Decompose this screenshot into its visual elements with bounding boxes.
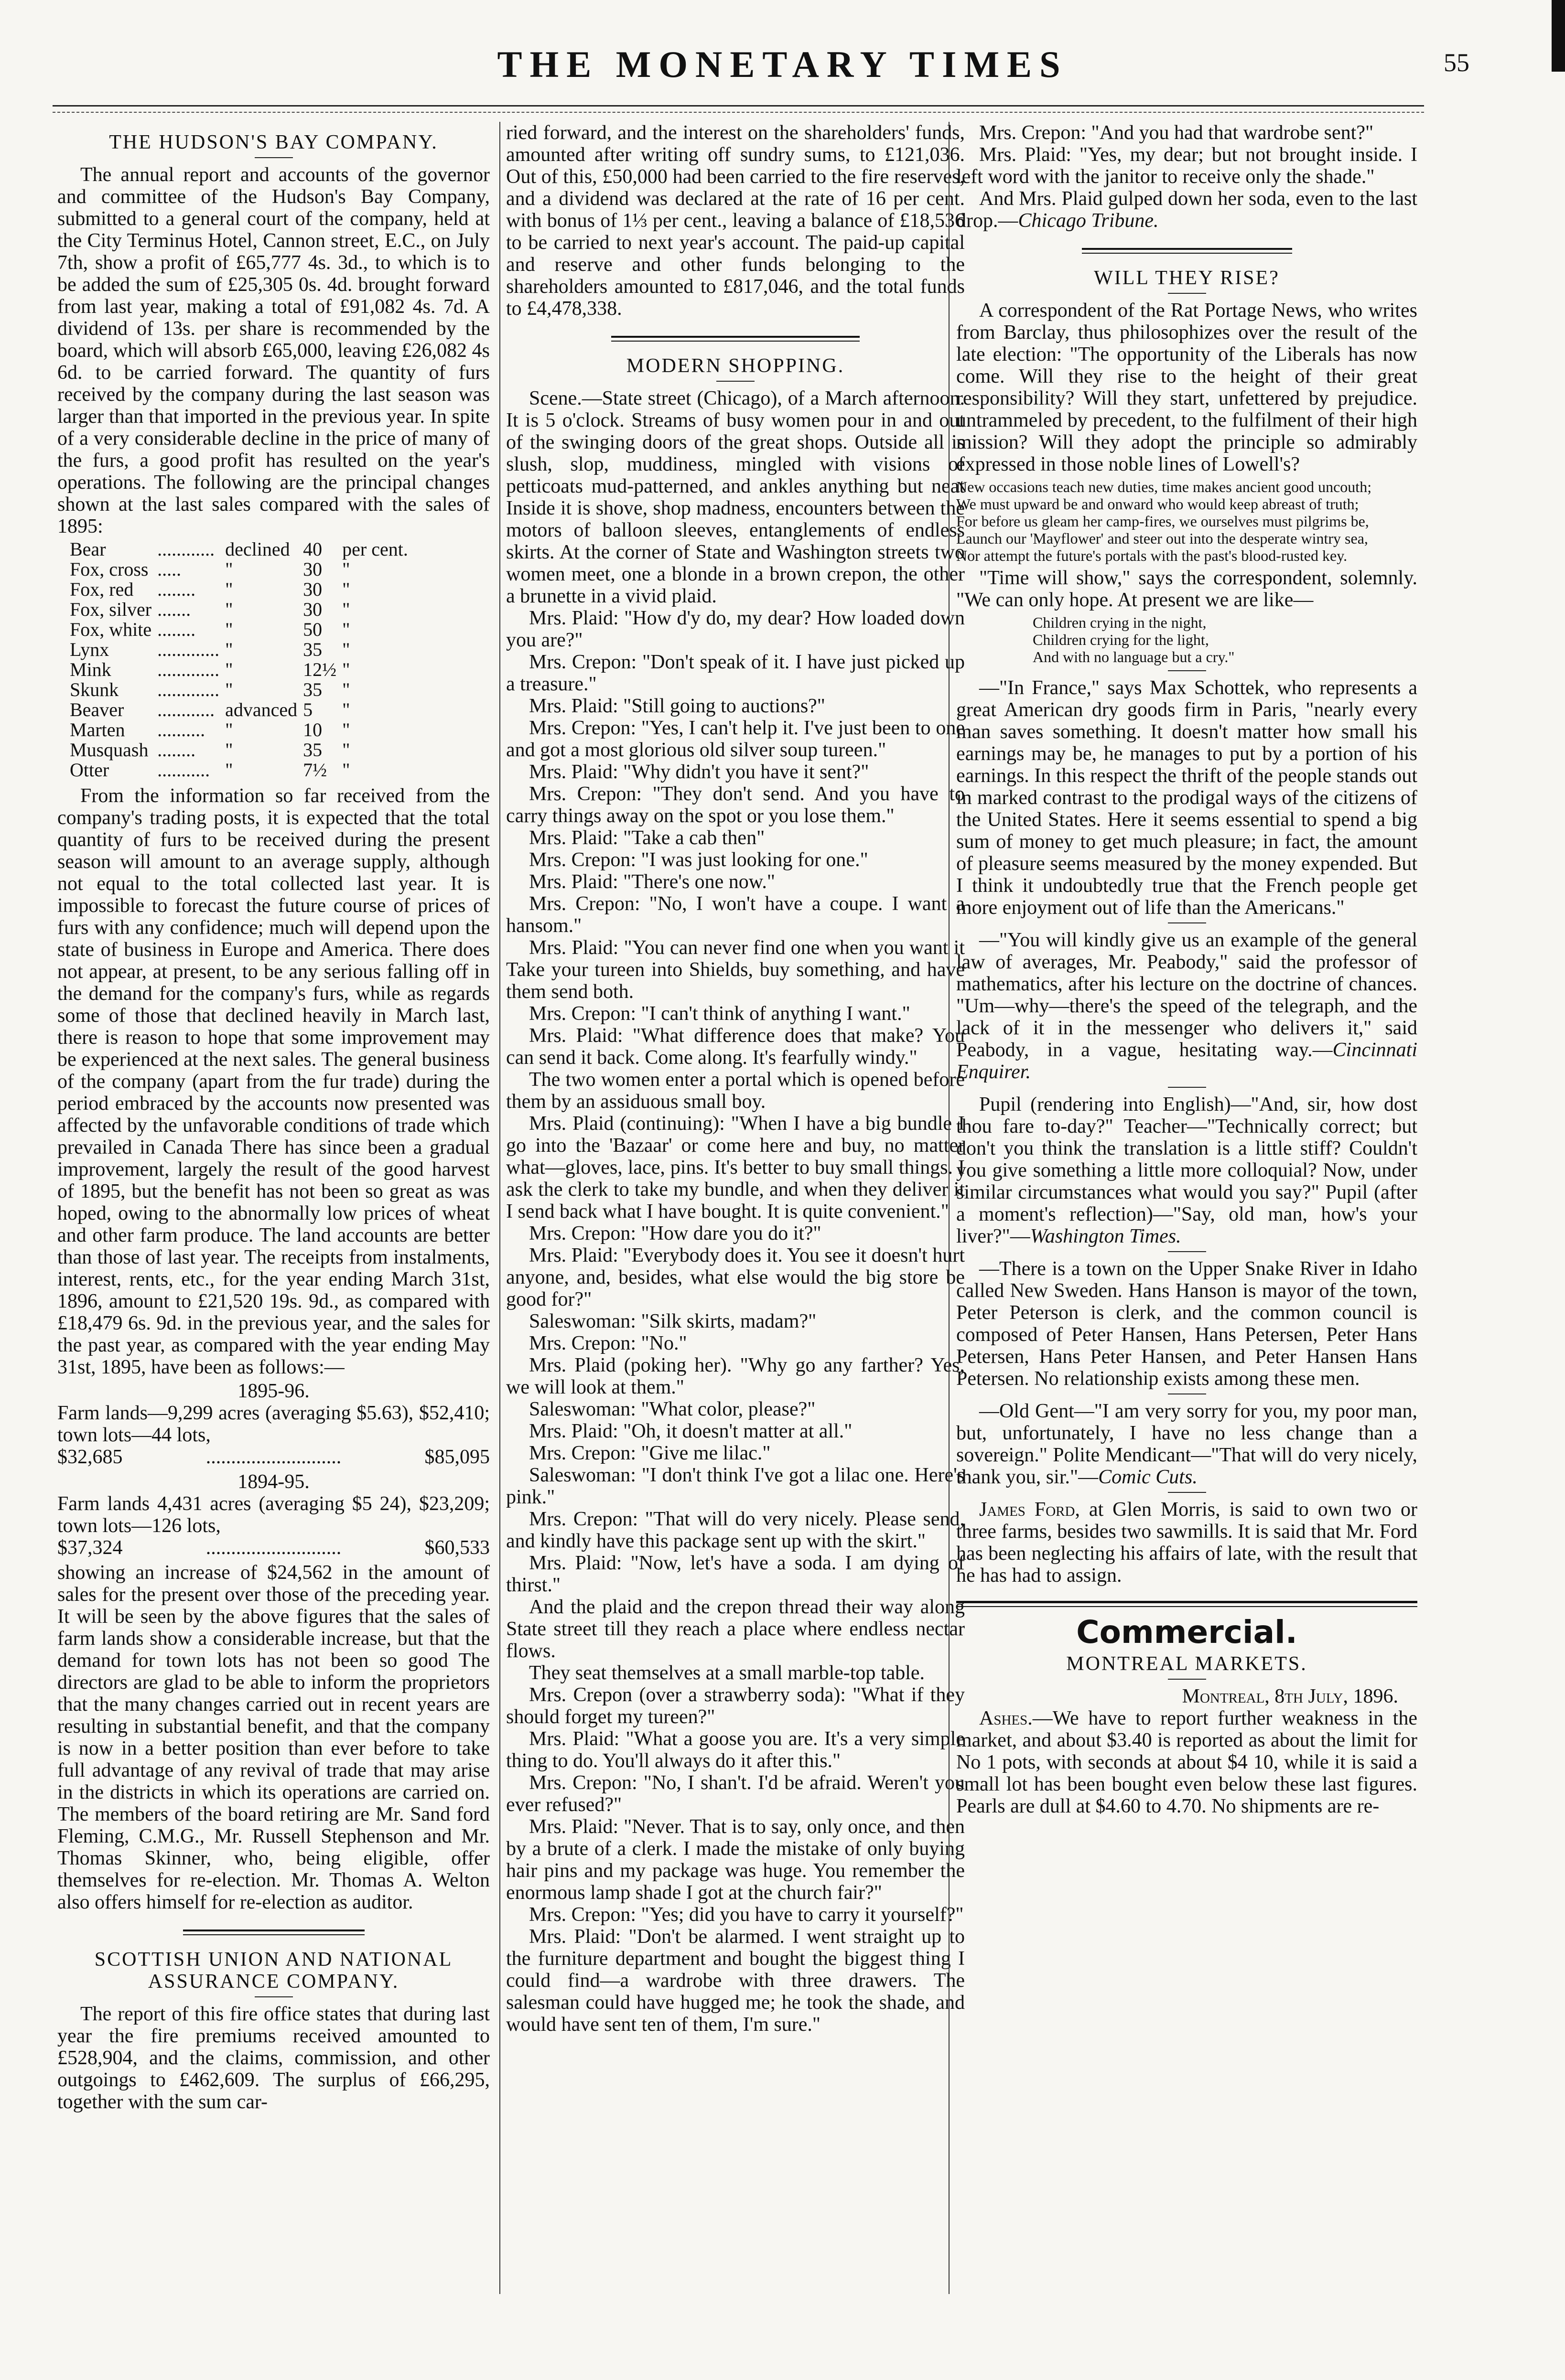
price-change: " — [225, 619, 233, 640]
percent-unit: " — [342, 719, 350, 740]
fur-prices-table — [67, 539, 411, 780]
percent-unit: " — [342, 639, 350, 660]
verse-line: Nor attempt the future's portals with the past's blood-rusted key. — [956, 547, 1348, 564]
percent-unit: " — [342, 739, 350, 761]
percent-unit: per cent. — [342, 538, 408, 560]
fur-name: Fox, silver — [70, 599, 152, 620]
fur-row — [67, 700, 411, 720]
fur-row — [67, 640, 411, 660]
source-credit: Comic Cuts. — [1098, 1466, 1198, 1488]
fur-row — [67, 539, 411, 559]
paragraph: From the information so far received from the company's trading posts, it is expected that the total quantity of furs to be received during the present season will amount to an average supply, although not equal to the total collected last year. It is impossible to forecast the future course of prices of furs with any confidence; much will depend upon the state of business in Europe and America. There does not appear, at present, to be any serious falling off in the demand for the company's furs, while as regards some of those that declined heavily in March last, there is reason to hope that some improvement may be experienced at the next sales. The general business of the company (apart from the fur trade) during the period embraced by the accounts now presented was affected by the unfavorable conditions of trade which prevailed in Canada There has since been a gradual improvement, largely the result of the good harvest of 1895, but the benefit has not been so great as was hoped, owing to the abnormally low prices of wheat and other farm produce. The land accounts are better than those of last year. The receipts from instalments, interest, rents, etc., for the year ending March 31st, 1896, amount to £21,520 19s. 9d., as compared with £18,479 6s. 9d. in the previous year, and the sales for the past year, as compared with the year ending May 31st, 1895, have been as follows:— — [57, 785, 490, 1378]
column-1 — [57, 122, 490, 2294]
percent-value: 35 — [303, 679, 323, 700]
percent-value: 35 — [303, 739, 323, 761]
section-title-commercial: Commercial. — [1076, 1614, 1297, 1651]
paragraph: Mrs. Crepon: "Don't speak of it. I have just picked up a treasure." — [506, 651, 965, 695]
paragraph: Mrs. Plaid: "Now, let's have a soda. I am dying of thirst." — [506, 1552, 965, 1596]
percent-unit: " — [342, 659, 350, 680]
leader-dots: ............. — [157, 639, 220, 660]
price-change: declined — [225, 538, 290, 560]
sales-line: Farm lands 4,431 acres (averaging $5 24), $23,209; town lots—126 lots, — [57, 1493, 490, 1537]
paragraph: A correspondent of the Rat Portage News, who writes from Barclay, thus philosophizes over the result of the late election: "The opportunity of the Liberals has now come. Will they rise to the height of their great responsibility? Will they start, unfettered by prejudice. untrammeled by precedent, to the fulfilment of their high mission? Will they adopt the principle so admirably expressed in those noble lines of Lowell's? — [956, 300, 1417, 475]
year-heading: 1894-95. — [237, 1471, 310, 1493]
leader-dots: ............ — [157, 699, 215, 720]
percent-value: 50 — [303, 619, 323, 640]
paragraph: Mrs. Crepon: "I can't think of anything I want." — [529, 1003, 910, 1025]
percent-unit: " — [342, 699, 350, 720]
paragraph: —"In France," says Max Schottek, who represents a great American dry goods firm in Paris, "nearly every man saves something. It doesn't matter how small his earnings may be, he manages to put by a portion of his earnings. In this respect the thrift of the people stands out in marked contrast to the prodigal ways of the citizens of the United States. Here it seems essential to spend a big sum of money to get much pleasure; in fact, the amount of pleasure seems measured by the money expended. But I think it undoubtedly true that the French people get more enjoyment out of life than the Americans." — [956, 677, 1417, 919]
header-rule — [53, 105, 1424, 107]
percent-unit: " — [342, 619, 350, 640]
land-sales-1895-96 — [57, 1380, 490, 1468]
price-change: " — [225, 739, 233, 761]
paragraph: Mrs. Crepon: "Give me lilac." — [529, 1442, 771, 1464]
poem-line: Children crying for the light, — [1033, 631, 1209, 648]
fur-name: Fox, white — [70, 619, 152, 640]
verse-line: For before us gleam her camp-fires, we ourselves must pilgrims be, — [956, 513, 1369, 530]
price-change: " — [225, 719, 233, 740]
paragraph-text: —"You will kindly give us an example of the general law of averages, Mr. Peabody," said the professor of mathematics, after his lecture on the doctrine of chances. "Um—why—there's the speed of the telegraph, and the lack of it in the messenger who delivers it," said Peabody, in a vague, hesitating way.— — [956, 929, 1417, 1061]
paragraph: Mrs. Plaid: "What a goose you are. It's a very simple thing to do. You'll always do it after this." — [506, 1728, 965, 1772]
fur-name: Otter — [70, 759, 109, 781]
fur-row — [67, 559, 411, 579]
paragraph: ried forward, and the interest on the shareholders' funds, amounted after writing off sundry sums, to £121,036. Out of this, £50,000 had been carried to the fire reserves, and a dividend was declared at the rate of 16 per cent. with bonus of 1⅓ per cent., leaving a balance of £18,536 to be carried to next year's account. The paid-up capital and reserve and other funds belonging to the shareholders amounted to £817,046, and the total funds to £4,478,338. — [506, 122, 965, 320]
paragraph: Saleswoman: "I don't think I've got a lilac one. Here's pink." — [506, 1464, 965, 1508]
source-credit: Chicago Tribune. — [1018, 210, 1159, 232]
column-2 — [499, 122, 965, 2294]
article-title-will-they-rise: WILL THEY RISE? — [1094, 267, 1280, 289]
paragraph: Mrs. Plaid: "Oh, it doesn't matter at all." — [529, 1420, 853, 1442]
leader-dots: ........ — [157, 739, 196, 761]
paragraph — [956, 929, 1417, 1083]
paragraph: Mrs. Plaid: "Everybody does it. You see it doesn't hurt anyone, and, besides, what else would the big store be good for?" — [506, 1244, 965, 1310]
percent-unit: " — [342, 558, 350, 580]
paragraph: They seat themselves at a small marble-top table. — [529, 1662, 925, 1684]
paragraph: Mrs. Crepon (over a strawberry soda): "What if they should forget my tureen?" — [506, 1684, 965, 1728]
article-title-montreal-markets: MONTREAL MARKETS. — [1066, 1653, 1307, 1675]
leader-dots: ........... — [157, 759, 210, 781]
paragraph — [956, 1707, 1417, 1817]
fur-name: Beaver — [70, 699, 124, 720]
fur-row — [67, 620, 411, 640]
poem-line: Children crying in the night, — [1033, 614, 1207, 631]
paragraph: showing an increase of $24,562 in the amount of sales for the present over those of the preceding year. It will be seen by the above figures that the sales of farm lands show a considerable increase, but that the demand for town lots has not been so good The directors are glad to be able to inform the proprietors that the many changes carried out in recent years are resulting in substantial benefit, and that the company is now in a better position than ever before to take full advantage of any revival of trade that may arise in the districts in which its operations are carried on. The members of the board retiring are Mr. Sand ford Fleming, C.M.G., Mr. Russell Stephenson and Mr. Thomas Skinner, who, being eligible, offer themselves for re-election. Mr. Thomas A. Welton also offers himself for re-election as auditor. — [57, 1562, 490, 1913]
percent-unit: " — [342, 759, 350, 781]
paragraph: Mrs. Plaid: "Yes, my dear; but not brought inside. I left word with the janitor to receive only the shade." — [956, 144, 1417, 188]
paragraph: Mrs. Plaid: "Don't be alarmed. I went straight up to the furniture department and bought the biggest thing I could find—a wardrobe with three drawers. The salesman could have hugged me; he took the shade, and would have sent ten of them, I'm sure." — [506, 1926, 965, 2036]
dateline: Montreal, 8th July, 1896. — [1182, 1685, 1398, 1707]
article-title-scottish-union: SCOTTISH UNION AND NATIONAL ASSURANCE COMPANY. — [94, 1949, 453, 1993]
paragraph-text: Pupil (rendering into English)—"And, sir, how dost thou fare to-day?" Teacher—"Technically correct; but don't you think the translation is a little stiff? Couldn't you give something a little more colloquial? Now, under similar circumstances what would you say?" Pupil (after a moment's reflection)—"Say, old man, how's your liver?"— — [956, 1094, 1417, 1247]
verse-line: New occasions teach new duties, time makes ancient good uncouth; — [956, 478, 1372, 495]
paragraph — [956, 1499, 1417, 1587]
paragraph: —There is a town on the Upper Snake River in Idaho called New Sweden. Hans Hanson is mayor of the town, Peter Peterson is clerk, and the common council is composed of Peter Hansen, Hans Petersen, Peter Hans Petersen, Hans Peter Hansen, and Peter Hansen Hans Petersen. No relationship exists among these men. — [956, 1258, 1417, 1390]
fur-name: Skunk — [70, 679, 119, 700]
paragraph: "Time will show," says the correspondent, solemnly. "We can only hope. At present we are like— — [956, 567, 1417, 611]
paragraph-text: at Glen Morris, is said to own two or three farms, besides two sawmills. It is said that Mr. Ford has been neglecting his affairs of late, with the result that he has had to assign. — [956, 1499, 1417, 1587]
fur-row — [67, 740, 411, 760]
fur-row — [67, 600, 411, 620]
price-change: " — [225, 579, 233, 600]
paragraph: The report of this fire office states that during last year the fire premiums received amounted to £528,904, and the claims, commission, and other outgoings to £462,609. The surplus of £66,295, together with the sum car- — [57, 2003, 490, 2113]
sales-total-row — [57, 1537, 490, 1559]
section-rule — [611, 336, 860, 342]
percent-value: 30 — [303, 579, 323, 600]
leader-dots: ............. — [157, 679, 220, 700]
column-3 — [949, 122, 1417, 2294]
masthead: THE MONETARY TIMES — [497, 43, 1068, 85]
paragraph-text: And Mrs. Plaid gulped down her soda, even to the last drop.— — [956, 188, 1417, 232]
paragraph: Mrs. Plaid (continuing): "When I have a big bundle I go into the 'Bazaar' or come here and buy, no matter what—gloves, lace, pins. It's better to buy small things. I ask the clerk to take my bundle, and when they deliver it I send back what I have bought. It is quite convenient." — [506, 1113, 965, 1222]
paragraph: Mrs. Plaid: "How d'y do, my dear? How loaded down you are?" — [506, 607, 965, 651]
leader-dots: ............. — [157, 659, 220, 680]
paragraph: Mrs. Plaid: "What difference does that make? You can send it back. Come along. It's fearfully windy." — [506, 1025, 965, 1069]
sales-amount: $37,324 — [57, 1537, 123, 1559]
divider — [1168, 1251, 1206, 1252]
price-change: " — [225, 679, 233, 700]
paragraph: Mrs. Plaid: "You can never find one when you want it Take your tureen into Shields, buy something, and have them send both. — [506, 937, 965, 1003]
sales-total: $60,533 — [424, 1537, 490, 1559]
price-change: " — [225, 759, 233, 781]
source-credit: Cincinnati Enquirer. — [956, 1039, 1417, 1083]
percent-value: 40 — [303, 538, 323, 560]
section-rule — [956, 1601, 1417, 1607]
poem-quote — [1033, 614, 1417, 665]
percent-value: 35 — [303, 639, 323, 660]
divider — [716, 381, 755, 382]
leader-dots: ............ — [157, 538, 215, 560]
paragraph: The two women enter a portal which is opened before them by an assiduous small boy. — [506, 1069, 965, 1113]
paragraph — [956, 188, 1417, 232]
percent-unit: " — [342, 579, 350, 600]
paragraph: And the plaid and the crepon thread their way along State street till they reach a place where endless nectar flows. — [506, 1596, 965, 1662]
poem-line: And with no language but a cry." — [1033, 648, 1235, 665]
fur-row — [67, 720, 411, 740]
verse-line: We must upward be and onward who would keep abreast of truth; — [956, 495, 1359, 513]
paragraph: Scene.—State street (Chicago), of a March afternoon. It is 5 o'clock. Streams of busy women pour in and out of the swinging doors of the great shops. Outside all is slush, slop, muddiness, mingled with visions of petticoats mud-patterned, and ankles anything but neat Inside it is shove, shop madness, encounters between the motors of balloon sleeves, entanglements of endless skirts. At the corner of State and Washington streets two women meet, one a blonde in a brown crepon, the other a brunette in a vivid plaid. — [506, 387, 965, 607]
section-rule — [183, 1930, 365, 1935]
divider — [1168, 670, 1206, 671]
modern-shopping-body — [506, 387, 965, 2036]
fur-name: Fox, red — [70, 579, 134, 600]
leader-dots: ..... — [157, 558, 182, 580]
fur-name: Marten — [70, 719, 125, 740]
price-change: " — [225, 659, 233, 680]
section-rule — [1082, 248, 1292, 254]
leader-dots: ........................... — [205, 1446, 342, 1468]
paragraph — [956, 1400, 1417, 1488]
article-title-modern-shopping: MODERN SHOPPING. — [626, 355, 845, 377]
sales-total: $85,095 — [424, 1446, 490, 1468]
sales-amount: $32,685 — [57, 1446, 123, 1468]
paragraph: Mrs. Plaid: "Take a cab then" — [529, 827, 765, 849]
lowell-verse — [956, 478, 1417, 564]
percent-value: 7½ — [303, 759, 327, 781]
source-credit: Washington Times. — [1030, 1225, 1181, 1247]
paragraph: Mrs. Crepon: "How dare you do it?" — [529, 1222, 821, 1244]
market-lead: Ashes. — [979, 1707, 1033, 1729]
fur-row — [67, 680, 411, 700]
divider — [1168, 1492, 1206, 1493]
paragraph: Saleswoman: "What color, please?" — [529, 1398, 816, 1420]
price-change: advanced — [225, 699, 298, 720]
divider — [255, 157, 293, 158]
paragraph: Mrs. Plaid: "There's one now." — [529, 871, 776, 893]
paragraph: The annual report and accounts of the governor and committee of the Hudson's Bay Company, submitted to a general court of the company, held at the City Terminus Hotel, Cannon street, E.C., on July 7th, show a profit of £65,777 4s. 3d., to which is to be added the sum of £25,305 0s. 4d. brought forward from last year, making a total of £91,082 4s. 7d. A dividend of 13s. per share is recommended by the board, which will absorb £65,000, leaving £26,082 4s 6d. to be carried forward. The quantity of furs received by the company during the last season was larger than that imported in the previous year. In spite of a very considerable decline in the price of many of the furs, a good profit has resulted on the year's operations. The following are the principal changes shown at the last sales compared with the sales of 1895: — [57, 164, 490, 537]
percent-unit: " — [342, 599, 350, 620]
percent-value: 5 — [303, 699, 313, 720]
percent-value: 12½ — [303, 659, 337, 680]
price-change: " — [225, 558, 233, 580]
percent-value: 30 — [303, 558, 323, 580]
verse-line: Launch our 'Mayflower' and steer out into the desperate wintry sea, — [956, 530, 1368, 547]
leader-dots: ........ — [157, 619, 196, 640]
page-number: 55 — [1444, 48, 1469, 77]
paragraph: Saleswoman: "Silk skirts, madam?" — [529, 1310, 817, 1332]
leader-dots: .......... — [157, 719, 205, 740]
paragraph-text: —We have to report further weakness in the market, and about $3.40 is reported as about the limit for No 1 pots, with seconds at about $4 10, while it is said a small lot has been bought even below these last figures. Pearls are dull at $4.60 to 4.70. No shipments are re- — [956, 1707, 1417, 1817]
leader-dots: ....... — [157, 599, 191, 620]
fur-name: Fox, cross — [70, 558, 149, 580]
paragraph: Mrs. Crepon: "No, I shan't. I'd be afraid. Weren't you ever refused?" — [506, 1772, 965, 1816]
paragraph: Mrs. Plaid: "Never. That is to say, only once, and then by a brute of a clerk. I made the mistake of only buying hair pins and my package was huge. You remember the enormous lamp shade I got at the church fair?" — [506, 1816, 965, 1904]
percent-unit: " — [342, 679, 350, 700]
percent-value: 10 — [303, 719, 323, 740]
fur-name: Mink — [70, 659, 111, 680]
fur-row — [67, 579, 411, 600]
paragraph: Mrs. Crepon: "I was just looking for one." — [529, 849, 868, 871]
paragraph: Mrs. Plaid: "Why didn't you have it sent?" — [529, 761, 869, 783]
divider — [1168, 1087, 1206, 1088]
fur-row — [67, 660, 411, 680]
article-title-hudsons-bay: THE HUDSON'S BAY COMPANY. — [109, 131, 438, 153]
fur-name: Musquash — [70, 739, 149, 761]
paragraph: Mrs. Crepon: "No, I won't have a coupe. I want a hansom." — [506, 893, 965, 937]
paragraph: Mrs. Crepon: "Yes; did you have to carry it yourself?" — [529, 1904, 964, 1926]
fur-row — [67, 760, 411, 780]
paragraph — [956, 1094, 1417, 1247]
leader-dots: ........ — [157, 579, 196, 600]
paragraph: Mrs. Plaid (poking her). "Why go any farther? Yes, we will look at them." — [506, 1354, 965, 1398]
leader-dots: ........................... — [205, 1537, 342, 1559]
year-heading: 1895-96. — [237, 1380, 310, 1402]
divider — [1168, 922, 1206, 923]
paragraph: Mrs. Crepon: "That will do very nicely. Please send, and kindly have this package sent up with the skirt." — [506, 1508, 965, 1552]
price-change: " — [225, 599, 233, 620]
sales-total-row — [57, 1446, 490, 1468]
divider — [255, 1996, 293, 1997]
header-rule-dashed — [53, 112, 1424, 113]
paragraph-text: —Old Gent—"I am very sorry for you, my poor man, but, unfortunately, I have no less change than a sovereign." Polite Mendicant—"That will do very nicely, thank you, sir."— — [956, 1400, 1417, 1488]
divider — [1168, 293, 1206, 294]
sales-line: Farm lands—9,299 acres (averaging $5.63), $52,410; town lots—44 lots, — [57, 1402, 490, 1446]
paragraph: Mrs. Crepon: "No." — [529, 1332, 687, 1354]
paragraph: Mrs. Plaid: "Still going to auctions?" — [529, 695, 825, 717]
paragraph: Mrs. Crepon: "They don't send. And you have to carry things away on the spot or you lose them." — [506, 783, 965, 827]
land-sales-1894-95 — [57, 1471, 490, 1559]
price-change: " — [225, 639, 233, 660]
fur-name: Bear — [70, 538, 106, 560]
paragraph: Mrs. Crepon: "Yes, I can't help it. I've just been to one and got a most glorious old silver soup tureen." — [506, 717, 965, 761]
paragraph: Mrs. Crepon: "And you had that wardrobe sent?" — [979, 122, 1374, 144]
fur-name: Lynx — [70, 639, 109, 660]
divider — [1168, 1679, 1206, 1680]
person-name: James Ford, — [979, 1499, 1080, 1521]
percent-value: 30 — [303, 599, 323, 620]
